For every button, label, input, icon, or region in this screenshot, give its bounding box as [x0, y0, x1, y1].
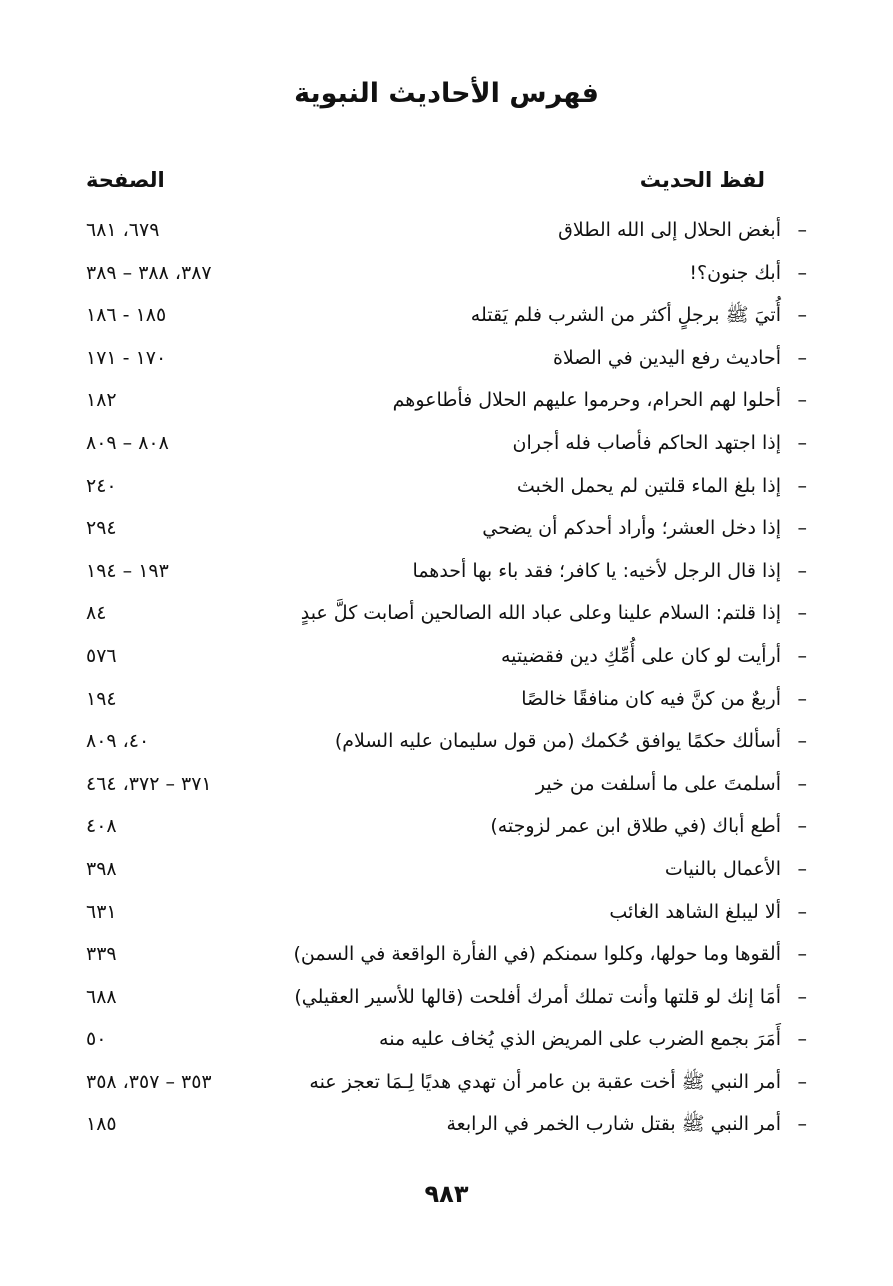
page-reference: ٤٠، ٨٠٩	[86, 730, 150, 753]
bullet-dash: –	[797, 261, 807, 284]
bullet-dash: –	[797, 772, 807, 795]
hadith-text: أمر النبي ﷺ أخت عقبة بن عامر أن تهدي هديًا لِـمَا تعجز عنه	[309, 1070, 781, 1093]
page-reference: ٦٧٩، ٦٨١	[86, 219, 160, 241]
hadith-text: أسلمتَ على ما أسلفت من خير	[535, 772, 781, 795]
page-reference: ٤٠٨	[86, 815, 117, 838]
list-item	[0, 1021, 893, 1064]
bullet-dash: –	[797, 730, 807, 753]
page-reference: ٦٣١	[86, 900, 117, 923]
page-reference: ١٨٥	[86, 1113, 117, 1136]
hadith-list	[0, 212, 893, 1149]
hadith-text: أُتيَ ﷺ برجلٍ أكثر من الشرب فلم يَقتله	[470, 304, 781, 327]
page-reference: ١٩٣ – ١٩٤	[86, 559, 169, 582]
list-item	[0, 808, 893, 851]
page-reference: ٥٧٦	[86, 644, 117, 667]
list-item	[0, 681, 893, 724]
list-item	[0, 340, 893, 383]
bullet-dash: –	[797, 1028, 807, 1051]
hadith-text: أمر النبي ﷺ بقتل شارب الخمر في الرابعة	[446, 1113, 781, 1136]
bullet-dash: –	[797, 304, 807, 327]
hadith-text: إذا قلتم: السلام علينا وعلى عباد الله الصالحين أصابت كلَّ عبدٍ	[300, 602, 781, 625]
bullet-dash: –	[797, 219, 807, 241]
bullet-dash: –	[797, 644, 807, 667]
hadith-text: أبك جنون؟!	[689, 261, 781, 284]
page-reference: ٣٨٧، ٣٨٨ – ٣٨٩	[86, 261, 212, 284]
page-reference: ١٨٢	[86, 389, 117, 412]
list-item	[0, 468, 893, 511]
hadith-text: أسألك حكمًا يوافق حُكمك (من قول سليمان عليه السلام)	[334, 730, 781, 753]
hadith-text: أرأيت لو كان على أُمِّكِ دين فقضيتيه	[500, 644, 781, 667]
page-number: ٩٨٣	[424, 1180, 469, 1208]
bullet-dash: –	[797, 815, 807, 838]
hadith-text: أطع أباك (في طلاق ابن عمر لزوجته)	[490, 815, 781, 838]
hadith-text: إذا دخل العشر؛ وأراد أحدكم أن يضحي	[482, 517, 781, 540]
hadith-text: أَمَرَ بجمع الضرب على المريض الذي يُخاف عليه منه	[379, 1028, 781, 1051]
list-item	[0, 212, 893, 255]
bullet-dash: –	[797, 687, 807, 710]
hadith-text: أربعٌ من كنَّ فيه كان منافقًا خالصًا	[521, 687, 781, 710]
list-item	[0, 553, 893, 596]
list-item	[0, 1106, 893, 1149]
bullet-dash: –	[797, 1113, 807, 1136]
list-item	[0, 255, 893, 298]
bullet-dash: –	[797, 559, 807, 582]
page-reference: ٣٩٨	[86, 857, 117, 880]
page-reference: ٥٠	[86, 1028, 107, 1051]
bullet-dash: –	[797, 431, 807, 454]
list-item	[0, 723, 893, 766]
page-reference: ٣٧١ – ٣٧٢، ٤٦٤	[86, 772, 212, 795]
bullet-dash: –	[797, 1070, 807, 1093]
bullet-dash: –	[797, 985, 807, 1008]
bullet-dash: –	[797, 389, 807, 412]
column-header-hadith: لفظ الحديث	[639, 168, 765, 192]
hadith-text: أبغض الحلال إلى الله الطلاق	[558, 219, 781, 241]
list-item	[0, 425, 893, 468]
page-title: فهرس الأحاديث النبوية	[294, 78, 599, 109]
page-reference: ١٨٥ - ١٨٦	[86, 304, 167, 327]
hadith-text: ألقوها وما حولها، وكلوا سمنكم (في الفأرة الواقعة في السمن)	[293, 943, 781, 966]
list-item	[0, 1064, 893, 1107]
page-reference: ٢٩٤	[86, 517, 117, 540]
page-reference: ٣٣٩	[86, 943, 117, 966]
hadith-text: إذا اجتهد الحاكم فأصاب فله أجران	[512, 431, 781, 454]
bullet-dash: –	[797, 517, 807, 540]
list-item	[0, 595, 893, 638]
hadith-text: أحلوا لهم الحرام، وحرموا عليهم الحلال فأطاعوهم	[392, 389, 781, 412]
list-item	[0, 894, 893, 937]
hadith-text: أحاديث رفع اليدين في الصلاة	[552, 346, 781, 369]
hadith-text: أمَا إنك لو قلتها وأنت تملك أمرك أفلحت (قالها للأسير العقيلي)	[294, 985, 781, 1008]
bullet-dash: –	[797, 346, 807, 369]
page-reference: ٨٤	[86, 602, 107, 625]
list-item	[0, 382, 893, 425]
list-item	[0, 638, 893, 681]
bullet-dash: –	[797, 602, 807, 625]
list-item	[0, 766, 893, 809]
page-reference: ٨٠٨ – ٨٠٩	[86, 431, 169, 454]
page-reference: ٢٤٠	[86, 474, 117, 497]
bullet-dash: –	[797, 900, 807, 923]
bullet-dash: –	[797, 474, 807, 497]
list-item	[0, 936, 893, 979]
bullet-dash: –	[797, 943, 807, 966]
bullet-dash: –	[797, 857, 807, 880]
page-reference: ١٧٠ - ١٧١	[86, 346, 167, 369]
list-item	[0, 979, 893, 1022]
page-reference: ٦٨٨	[86, 985, 117, 1008]
page-reference: ٣٥٣ – ٣٥٧، ٣٥٨	[86, 1070, 212, 1093]
hadith-text: إذا قال الرجل لأخيه: يا كافر؛ فقد باء بها أحدهما	[412, 559, 781, 582]
list-item	[0, 851, 893, 894]
column-header-pages: الصفحة	[86, 168, 165, 192]
hadith-text: ألا ليبلغ الشاهد الغائب	[609, 900, 781, 923]
list-item	[0, 297, 893, 340]
hadith-text: إذا بلغ الماء قلتين لم يحمل الخبث	[516, 474, 781, 497]
page-reference: ١٩٤	[86, 687, 117, 710]
hadith-text: الأعمال بالنيات	[664, 857, 781, 880]
list-item	[0, 510, 893, 553]
